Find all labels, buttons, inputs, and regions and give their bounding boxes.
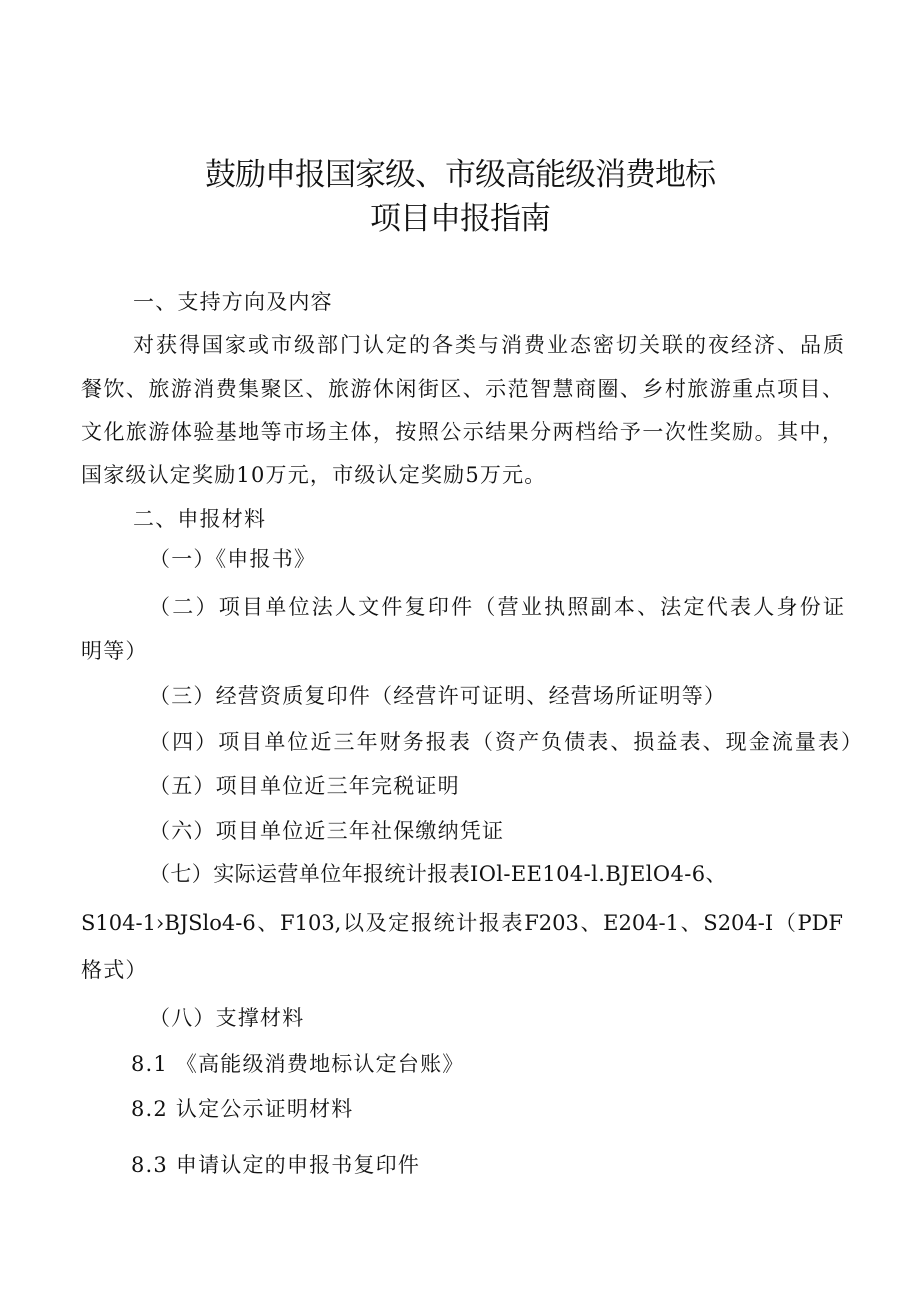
material-item-2: （二）项目单位法人文件复印件（营业执照副本、法定代表人身份证 [149, 595, 844, 619]
section1-para-line2: 餐饮、旅游消费集聚区、旅游休闲街区、示范智慧商圈、乡村旅游重点项目、 [81, 377, 843, 401]
section1-heading: 一、支持方向及内容 [133, 290, 333, 314]
support-item-8-2: 8.2 认定公示证明材料 [131, 1097, 354, 1121]
material-item-2-cont: 明等） [81, 639, 148, 663]
support-item-8-1: 8.1 《高能级消费地标认定台账》 [131, 1052, 465, 1076]
material-item-8: （八）支撑材料 [149, 1006, 305, 1030]
section1-para-line1: 对获得国家或市级部门认定的各类与消费业态密切关联的夜经济、品质 [133, 333, 844, 357]
material-item-6: （六）项目单位近三年社保缴纳凭证 [149, 819, 505, 843]
material-item-1: （一）《申报书》 [149, 547, 317, 571]
document-title-line2: 项目申报指南 [370, 201, 550, 237]
section1-para-line4: 国家级认定奖励10万元，市级认定奖励5万元。 [81, 463, 547, 487]
document-title-line1: 鼓励申报国家级、市级高能级消费地标 [205, 157, 715, 193]
section1-para-line3: 文化旅游体验基地等市场主体，按照公示结果分两档给予一次性奖励。其中， [81, 420, 843, 444]
section2-heading: 二、申报材料 [133, 507, 267, 531]
material-item-4: （四）项目单位近三年财务报表（资产负债表、损益表、现金流量表） [149, 730, 862, 754]
material-item-7: （七）实际运营单位年报统计报表IOl-EE104-l.BJElO4-6、 [149, 862, 727, 886]
support-item-8-3: 8.3 申请认定的申报书复印件 [131, 1153, 421, 1177]
material-item-7-cont2: 格式） [81, 958, 148, 982]
material-item-5: （五）项目单位近三年完税证明 [149, 774, 460, 798]
material-item-3: （三）经营资质复印件（经营许可证明、经营场所证明等） [149, 684, 727, 708]
material-item-7-cont: S104-1›BJSlo4-6、F103,以及定报统计报表F203、E204-1、S204-I（PDF [81, 911, 843, 935]
